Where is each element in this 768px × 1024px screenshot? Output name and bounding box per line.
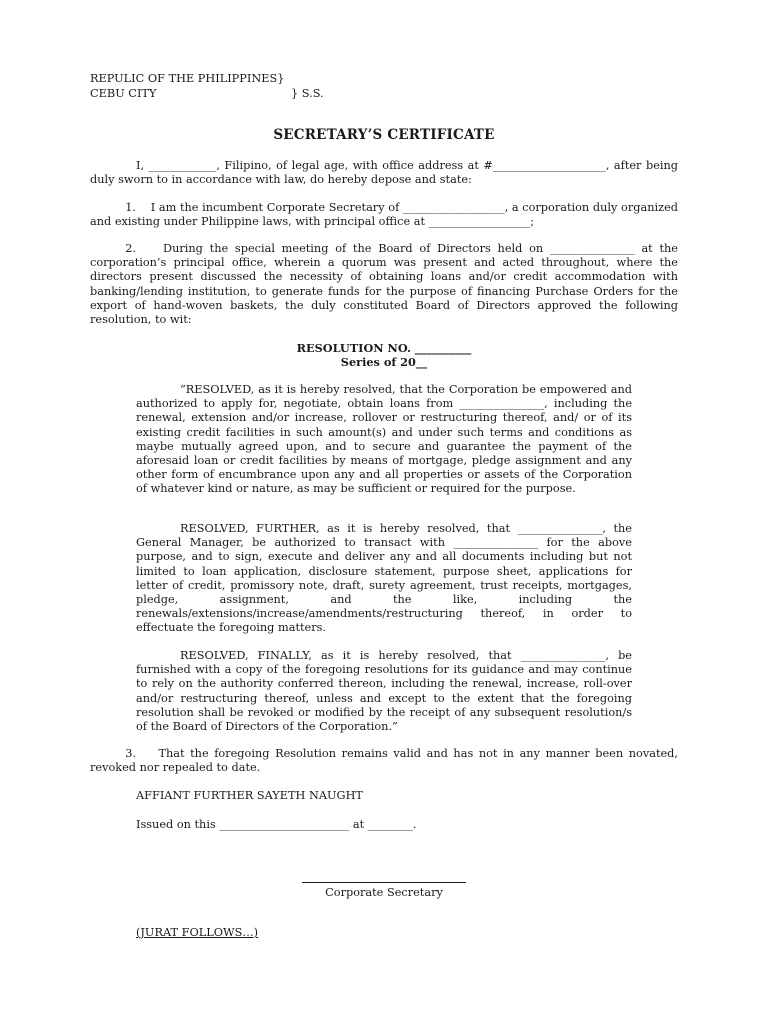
item-3 [90,747,678,775]
resolution-series: Series of 20__ [340,355,428,369]
intro-paragraph: I, ____________, Filipino, of legal age, with office address at #____________________, after being duly sworn to in accordance with law, do hereby depose and state: [90,159,678,187]
signature-line [302,882,466,883]
item-1 [90,201,678,229]
item-1-text: I am the incumbent Corporate Secretary of __________________, a corporation duly organized and existing under Philippine laws, with principal office at __________________; [90,201,678,229]
resolution-heading: RESOLUTION NO. __________ [296,341,472,355]
resolution-paragraph-2: RESOLVED, FURTHER, as it is hereby resolved, that _______________, the General Manager, be authorized to transact with _______________ for the above purpose, and to sign, execute and deliver any and all documents including but not limited to loan application, disclosure statement, purpose sheet, applications for letter of credit, promissory note, draft, surety agreement, trust receipts, mortgages, pledge, assignment, and the like, including the renewals/extensions/increase/amendments/restructuring thereof, in order to effectuate the foregoing matters. [136,522,632,635]
affiant-statement: AFFIANT FURTHER SAYETH NAUGHT [136,789,363,802]
resolution-paragraph-3: RESOLVED, FINALLY, as it is hereby resolved, that _______________, be furnished with a copy of the foregoing resolutions for its guidance and may continue to rely on the authority conferred thereon, including the renewal, increase, roll-over and/or restructuring thereof, unless and except to the extent that the foregoing resolution shall be revoked or modified by the receipt of any subsequent resolution/s of the Board of Directors of the Corporation.” [136,649,632,734]
item-3-text: That the foregoing Resolution remains valid and has not in any manner been novated, revoked nor repealed to date. [90,747,678,775]
item-2 [90,242,678,327]
venue-line-2-ss: } S.S. [291,87,324,100]
item-2-text: During the special meeting of the Board of Directors held on _______________ at the corporation’s principal office, wherein a quorum was present and acted throughout, where the directors present discussed the necessity of obtaining loans and/or credit accommodation with banking/lending institution, to generate funds for the purpose of financing Purchase Orders for the export of hand-woven baskets, the duly constituted Board of Directors approved the following resolution, to wit: [90,242,678,327]
item-1-number: 1. [125,201,136,214]
resolution-paragraph-1: “RESOLVED, as it is hereby resolved, that the Corporation be empowered and authorized to apply for, negotiate, obtain loans from _______________, including the renewal, extension and/or increase, rollover or restructuring thereof, and/ or of its existing credit facilities in such amount(s) and under such terms and conditions as maybe mutually agreed upon, and to secure and guarantee the payment of the aforesaid loan or credit facilities by means of mortgage, pledge assignment and any other form of encumbrance upon any and all properties or assets of the Corporation of whatever kind or nature, as may be sufficient or required for the purpose. [136,383,632,496]
issued-on-line: Issued on this _______________________ at ________. [136,818,417,831]
signature-label: Corporate Secretary [325,886,443,899]
document-title: SECRETARY’S CERTIFICATE [273,127,495,143]
item-3-number: 3. [125,747,136,760]
jurat-note: (JURAT FOLLOWS…) [136,926,259,939]
venue-line-1: REPULIC OF THE PHILIPPINES} [90,72,285,85]
venue-line-2-city: CEBU CITY [90,87,157,100]
item-2-number: 2. [125,242,136,255]
